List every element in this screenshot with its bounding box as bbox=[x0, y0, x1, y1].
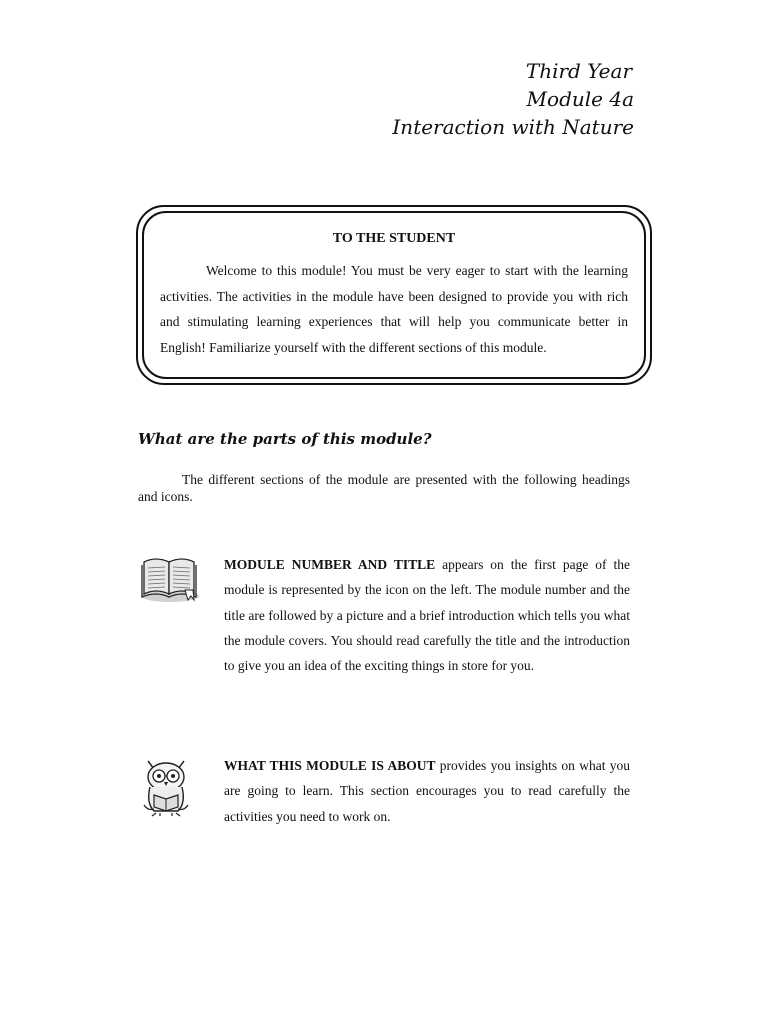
section-text: provides you insights on what you are going to learn. This section encourages you to read carefully the activities you need to work on. bbox=[224, 758, 630, 824]
box-text: Welcome to this module! You must be very eager to start with the learning activities. The activities in the module have been designed to provide you with rich and stimulating learning experiences that will help you communicate better in English! Familiarize yourself with the different sections of this module. bbox=[160, 263, 628, 355]
section-label: WHAT THIS MODULE IS ABOUT bbox=[224, 758, 436, 773]
section-label: MODULE NUMBER AND TITLE bbox=[224, 557, 436, 572]
section-description bbox=[224, 753, 630, 829]
section-description bbox=[224, 552, 630, 678]
section-what-module-about bbox=[138, 753, 630, 833]
parts-intro: The different sections of the module are presented with the following headings and icons. bbox=[138, 472, 630, 504]
owl-reading-icon bbox=[138, 753, 194, 822]
box-inner-frame bbox=[142, 211, 646, 379]
parts-heading: What are the parts of this module? bbox=[138, 430, 432, 448]
section-module-number-title bbox=[138, 552, 630, 702]
open-book-icon bbox=[138, 552, 202, 609]
module-title: Interaction with Nature bbox=[392, 115, 634, 139]
to-the-student-box bbox=[136, 205, 652, 385]
module-number: Module 4a bbox=[526, 87, 634, 111]
box-title: TO THE STUDENT bbox=[332, 231, 456, 246]
year-label: Third Year bbox=[525, 59, 632, 83]
module-header bbox=[392, 57, 634, 141]
section-text: appears on the first page of the module is represented by the icon on the left. The module number and the title are followed by a picture and a brief introduction which tells you what the module covers. You should read carefully the title and the introduction to give you an idea of the exciting things in store for you. bbox=[224, 557, 630, 674]
